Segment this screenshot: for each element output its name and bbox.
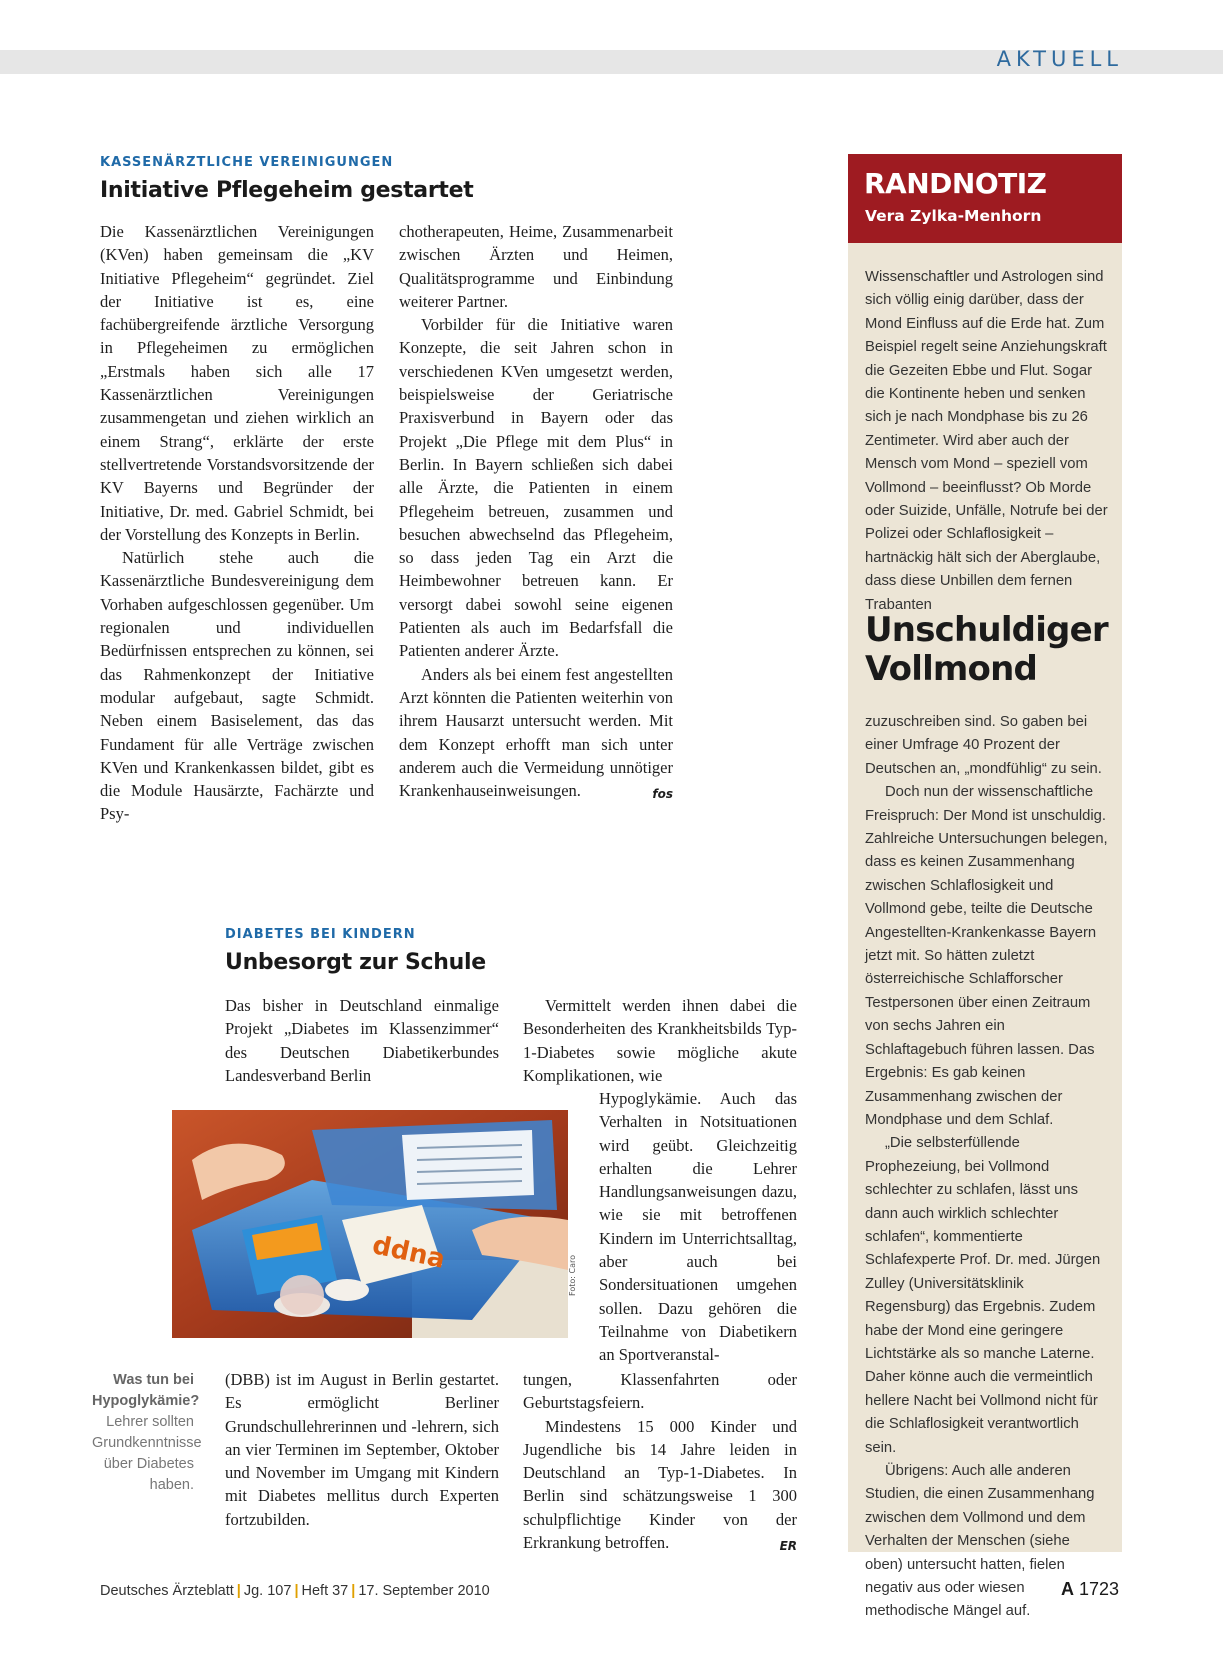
page-number	[1061, 1579, 1119, 1600]
sidebar-headline: Unschuldiger Vollmond	[865, 610, 1108, 689]
article2-title: Unbesorgt zur Schule	[225, 950, 486, 975]
caption-text: Lehrer sollten Grundkenntnisse über Diabetes haben.	[92, 1414, 202, 1493]
sidebar-author: Vera Zylka-Menhorn	[865, 207, 1042, 225]
caption-bold: Was tun bei Hypoglykämie?	[92, 1372, 200, 1409]
photo-box-text: ddna	[369, 1230, 448, 1275]
page-prefix: A	[1060, 1579, 1074, 1599]
footer-date: 17. September 2010	[358, 1583, 490, 1599]
paragraph: Das bisher in Deutschland einmalige Projekt „Diabetes im Klassenzimmer“ des Deutschen Diabetikerbundes Landesverband Berlin	[225, 996, 499, 1085]
sidebar-body	[865, 711, 1110, 1624]
paragraph: zuzuschreiben sind. So gaben bei einer Umfrage 40 Prozent der Deutschen an, „mondfühlig“ zu sein.	[865, 714, 1102, 777]
photo-illustration	[172, 1110, 568, 1338]
article1-kicker: KASSENÄRZTLICHE VEREINIGUNGEN	[100, 155, 394, 170]
sidebar-label: RANDNOTIZ	[864, 167, 1047, 200]
footer-journal: Deutsches Ärzteblatt	[100, 1583, 234, 1599]
article1-title: Initiative Pflegeheim gestartet	[100, 178, 474, 203]
footer	[100, 1583, 490, 1599]
paragraph: Vermittelt werden ihnen dabei die Besonderheiten des Krankheitsbilds Typ-1-Diabetes sowie mögliche akute Komplikationen, wie	[523, 996, 797, 1085]
paragraph	[523, 1415, 797, 1555]
article1-column-2	[399, 220, 673, 806]
article2-column-2-bottom	[523, 1368, 797, 1558]
article2-column-2-top	[523, 994, 797, 1087]
paragraph: Wissenschaftler und Astrologen sind sich völlig einig darüber, dass der Mond Einfluss auf die Erde hat. Zum Beispiel regelt seine Anziehungskraft die Gezeiten Ebbe und Flut. Sogar die Kontinente heben und senken sich je nach Mondphase bis zu 26 Zentimeter. Wird aber auch der Mensch vom Mond – speziell vom Vollmond – beeinflusst? Ob Morde oder Suizide, Unfälle, Notrufe bei der Polizei oder Schlaflosigkeit – hartnäckig hält sich der Aberglaube, dass diese Unbillen dem fernen Trabanten	[865, 269, 1108, 613]
article2-kicker: DIABETES BEI KINDERN	[225, 927, 416, 942]
paragraph-text: Mindestens 15 000 Kinder und Jugendliche bis 14 Jahre leiden in Deutschland an Typ-1-Diabetes. In Berlin sind schätzungsweise 1 300 schulpflichtige Kinder von der Erkrankung betroffen.	[523, 1416, 797, 1553]
paragraph: Hypoglykämie. Auch das Verhalten in Notsituationen wird geübt. Gleichzeitig erhalten die Lehrer Handlungsanweisungen dazu, wie sie mit betroffenen Kindern im Unterrichtsalltag, aber auch bei Sondersituationen umgehen sollen. Dazu gehören die Teilnahme von Diabetikern an Sportveranstal-	[599, 1089, 797, 1365]
paragraph: „Die selbsterfüllende Prophezeiung, bei Vollmond schlechter zu schlafen, lässt uns dann auch wirklich schlechter schlafen“, kommentierte Schlafexperte Prof. Dr. med. Jürgen Zulley (Universitätsklinik Regensburg) das Ergebnis. Zudem habe der Mond eine geringere Lichtstärke als so manche Laterne. Daher könne auch die vermeintlich hellere Nacht bei Vollmond nicht für die Schlaflosigkeit verantwortlich sein.	[865, 1135, 1101, 1456]
footer-separator: |	[351, 1583, 356, 1599]
sidebar-header	[848, 154, 1122, 243]
article2-column-1-bottom	[225, 1368, 499, 1531]
paragraph: tungen, Klassenfahrten oder Geburtstagsfeiern.	[523, 1370, 797, 1413]
paragraph: Die Kassenärztlichen Vereinigungen (KVen) haben gemeinsam die „KV Initiative Pflegeheim“ gegründet. Ziel der Initiative ist es, eine fachübergreifende ärztliche Versorgung in Pflegeheimen zu ermöglichen „Erstmals haben sich alle 17 Kassenärztlichen Vereinigungen zusammengetan und ziehen wirklich an einem Strang“, erklärte der erste stellvertretende Vorstandsvorsitzende der KV Bayerns und Begründer der Initiative, Dr. med. Gabriel Schmidt, bei der Vorstellung des Konzepts in Berlin.	[100, 222, 374, 544]
article2-signature: ER	[779, 1539, 797, 1554]
article1-signature: fos	[652, 787, 673, 802]
footer-volume: Jg. 107	[243, 1583, 292, 1599]
photo-caption	[92, 1370, 202, 1496]
footer-separator: |	[236, 1583, 241, 1599]
section-label: AKTUELL	[996, 47, 1123, 71]
sidebar-intro	[865, 266, 1110, 617]
paragraph: Natürlich stehe auch die Kassenärztliche Bundesvereinigung dem Vorhaben aufgeschlossen gegenüber. Um regionalen und individuellen Bedürfnissen entsprechen zu können, sei das Rahmenkonzept der Initiative modular aufgebaut, sagte Schmidt. Neben einem Basiselement, das das Fundament für alle Verträge zwischen KVen und Krankenkassen bildet, gibt es die Module Hausärzte, Fachärzte und Psy-	[100, 548, 374, 824]
paragraph	[399, 663, 673, 803]
article2-column-2-narrow	[599, 1087, 797, 1367]
photo-credit: Foto: Caro	[568, 1255, 577, 1296]
footer-separator: |	[294, 1583, 299, 1599]
article1-column-1	[100, 220, 374, 826]
page-number-value: 1723	[1078, 1579, 1119, 1599]
photo-diabetes-kit	[172, 1110, 568, 1338]
paragraph: (DBB) ist im August in Berlin gestartet. Es ermöglicht Berliner Grundschullehrerinnen und -lehrern, sich an vier Terminen im September, Oktober und November im Umgang mit Kindern mit Diabetes mellitus durch Experten fortzubilden.	[225, 1370, 499, 1529]
paragraph: Doch nun der wissenschaftliche Freispruch: Der Mond ist unschuldig. Zahlreiche Untersuchungen belegen, dass es keinen Zusammenhang zwischen Schlaflosigkeit und Vollmond gebe, teilte die Deutsche Angestellten-Krankenkasse Bayern jetzt mit. So hätten zuletzt österreichische Schlafforscher Testpersonen über einen Zeitraum von sechs Jahren ein Schlaftagebuch führen lassen. Das Ergebnis: Es gab keinen Zusammenhang zwischen der Mondphase und dem Schlaf.	[865, 784, 1108, 1128]
footer-issue: Heft 37	[301, 1583, 349, 1599]
paragraph-text: Anders als bei einem fest angestellten Arzt könnten die Patienten weiterhin von ihrem Hausarzt untersucht werden. Mit dem Konzept erhofft man sich unter anderem auch die Vermeidung unnötiger Krankenhauseinweisungen.	[399, 664, 673, 801]
paragraph: chotherapeuten, Heime, Zusammenarbeit zwischen Ärzten und Heimen, Qualitätsprogramme und Einbindung weiterer Partner.	[399, 222, 673, 311]
paragraph: Übrigens: Auch alle anderen Studien, die einen Zusammenhang zwischen dem Vollmond und dem Verhalten der Menschen (siehe oben) untersucht hatten, fielen negativ aus oder wiesen methodische Mängel auf.	[865, 1463, 1095, 1620]
paragraph: Vorbilder für die Initiative waren Konzepte, die seit Jahren schon in verschiedenen KVen umgesetzt werden, beispielsweise der Geriatrische Praxisverbund in Bayern oder das Projekt „Die Pflege mit dem Plus“ in Berlin. In Bayern schließen sich dabei alle Ärzte, die Patienten in einem Pflegeheim betreuen, zusammen und besuchen abwechselnd das Pflegeheim, so dass jeden Tag ein Arzt die Heimbewohner betreuen kann. Er versorgt dabei sowohl seine eigenen Patienten als auch im Bedarfsfall die Patienten anderer Ärzte.	[399, 315, 673, 661]
article2-column-1-top	[225, 994, 499, 1087]
